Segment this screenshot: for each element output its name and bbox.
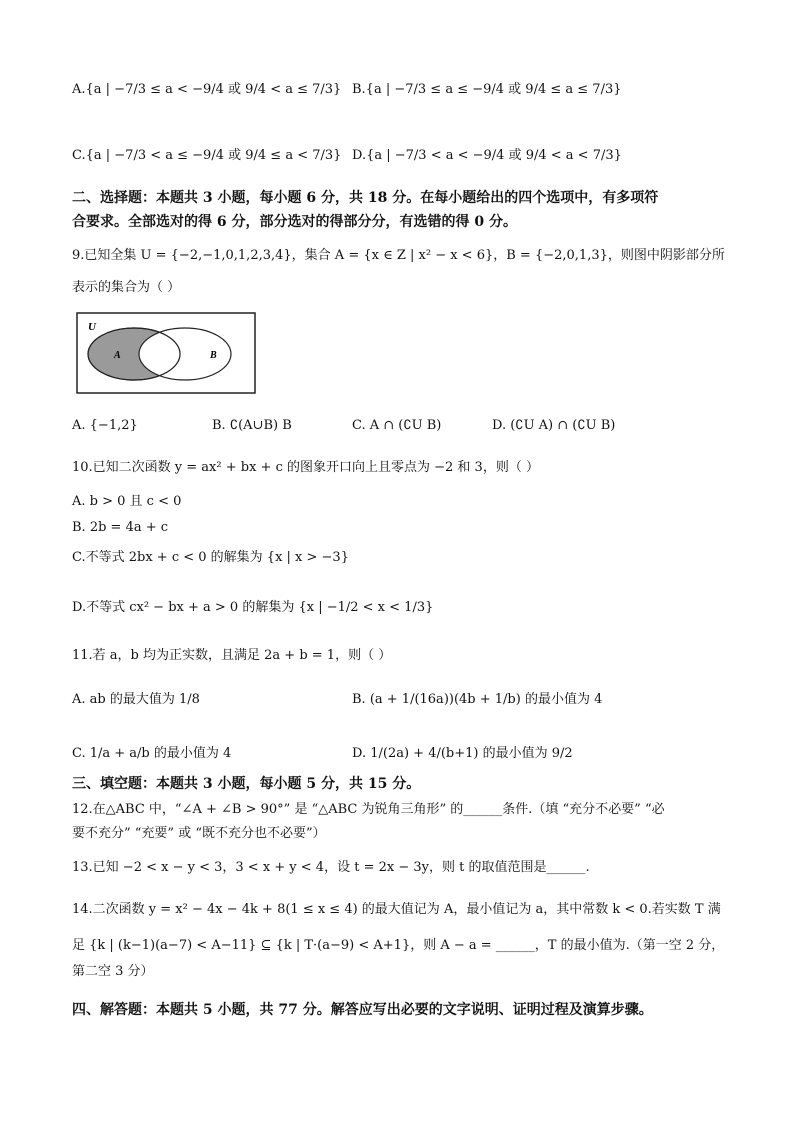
q8-options-row-1 <box>72 78 732 118</box>
q14-line-2: 足 {k | (k−1)(a−7) < A−11} ⊆ {k | T·(a−9) < A+1}，则 A − a = ______，T 的最小值为.（第一空 2 分， <box>72 938 725 953</box>
q11-option-a: A. ab 的最大值为 1/8 <box>72 692 200 707</box>
q9-options <box>72 418 732 458</box>
q10-stem: 10.已知二次函数 y = ax² + bx + c 的图象开口向上且零点为 −2 和 3，则（ ） <box>72 460 539 475</box>
q8-option-c: C.{a | −7/3 < a ≤ −9/4 或 9/4 ≤ a < 7/3} <box>72 148 342 163</box>
venn-label-u: U <box>88 321 96 333</box>
section-3-heading: 三、填空题：本题共 3 小题，每小题 5 分，共 15 分。 <box>72 776 421 792</box>
q8-option-b: B.{a | −7/3 ≤ a ≤ −9/4 或 9/4 ≤ a ≤ 7/3} <box>352 82 622 97</box>
q11-stem: 11.若 a，b 均为正实数，且满足 2a + b = 1，则（ ） <box>72 648 392 663</box>
venn-diagram <box>76 312 256 394</box>
q8-option-a: A.{a | −7/3 ≤ a < −9/4 或 9/4 < a ≤ 7/3} <box>72 82 342 97</box>
q9-line-2: 表示的集合为（ ） <box>72 280 181 295</box>
venn-label-a: A <box>114 350 121 361</box>
q9-stem <box>72 246 732 298</box>
q10-option-a: A. b > 0 且 c < 0 <box>72 494 182 509</box>
q8-options-row-2 <box>72 144 732 184</box>
section-4-heading: 四、解答题：本题共 5 小题，共 77 分。解答应写出必要的文字说明、证明过程及演算步骤。 <box>72 1002 653 1018</box>
q12-line-2: 要不充分” “充要” 或 “既不充分也不必要”） <box>72 826 326 841</box>
q13-stem: 13.已知 −2 < x − y < 3，3 < x + y < 4，设 t = 2x − 3y，则 t 的取值范围是______. <box>72 860 590 875</box>
q8-option-d: D.{a | −7/3 < a < −9/4 或 9/4 < a < 7/3} <box>352 148 622 163</box>
q9-option-a: A. {−1,2} <box>72 418 138 433</box>
q11-option-d: D. 1/(2a) + 4/(b+1) 的最小值为 9/2 <box>352 746 573 761</box>
q10-option-c: C.不等式 2bx + c < 0 的解集为 {x | x > −3} <box>72 550 349 565</box>
q9-option-d: D. (∁U A) ∩ (∁U B) <box>492 418 616 433</box>
q11-option-c: C. 1/a + a/b 的最小值为 4 <box>72 746 232 761</box>
q14-line-1: 14.二次函数 y = x² − 4x − 4k + 8(1 ≤ x ≤ 4) 的最大值记为 A，最小值记为 a，其中常数 k < 0.若实数 T 满 <box>72 902 721 917</box>
q10-option-d: D.不等式 cx² − bx + a > 0 的解集为 {x | −1/2 < x < 1/3} <box>72 600 434 615</box>
q12-stem <box>72 800 732 844</box>
q14-stem <box>72 900 732 982</box>
q12-line-1: 12.在△ABC 中，“∠A + ∠B > 90°” 是 “△ABC 为锐角三角形” 的______条件.（填 “充分不必要” “必 <box>72 802 665 817</box>
q14-line-3: 第二空 3 分） <box>72 964 154 979</box>
section-2-title-line-1: 二、选择题：本题共 3 小题，每小题 6 分，共 18 分。在每小题给出的四个选项中，有多项符 <box>72 190 659 206</box>
section-2-heading <box>72 186 732 234</box>
section-2-title-line-2: 合要求。全部选对的得 6 分，部分选对的得部分分，有选错的得 0 分。 <box>72 214 517 230</box>
q10-option-b: B. 2b = 4a + c <box>72 520 169 535</box>
q11-options-row-1 <box>72 688 732 728</box>
q9-line-1: 9.已知全集 U = {−2,−1,0,1,2,3,4}，集合 A = {x ∈ Z | x² − x < 6}，B = {−2,0,1,3}，则图中阴影部分所 <box>72 248 725 263</box>
q9-option-b: B. ∁(A∪B) B <box>212 418 292 433</box>
venn-label-b: B <box>210 350 217 361</box>
q11-option-b: B. (a + 1/(16a))(4b + 1/b) 的最小值为 4 <box>352 692 603 707</box>
q9-option-c: C. A ∩ (∁U B) <box>352 418 442 433</box>
